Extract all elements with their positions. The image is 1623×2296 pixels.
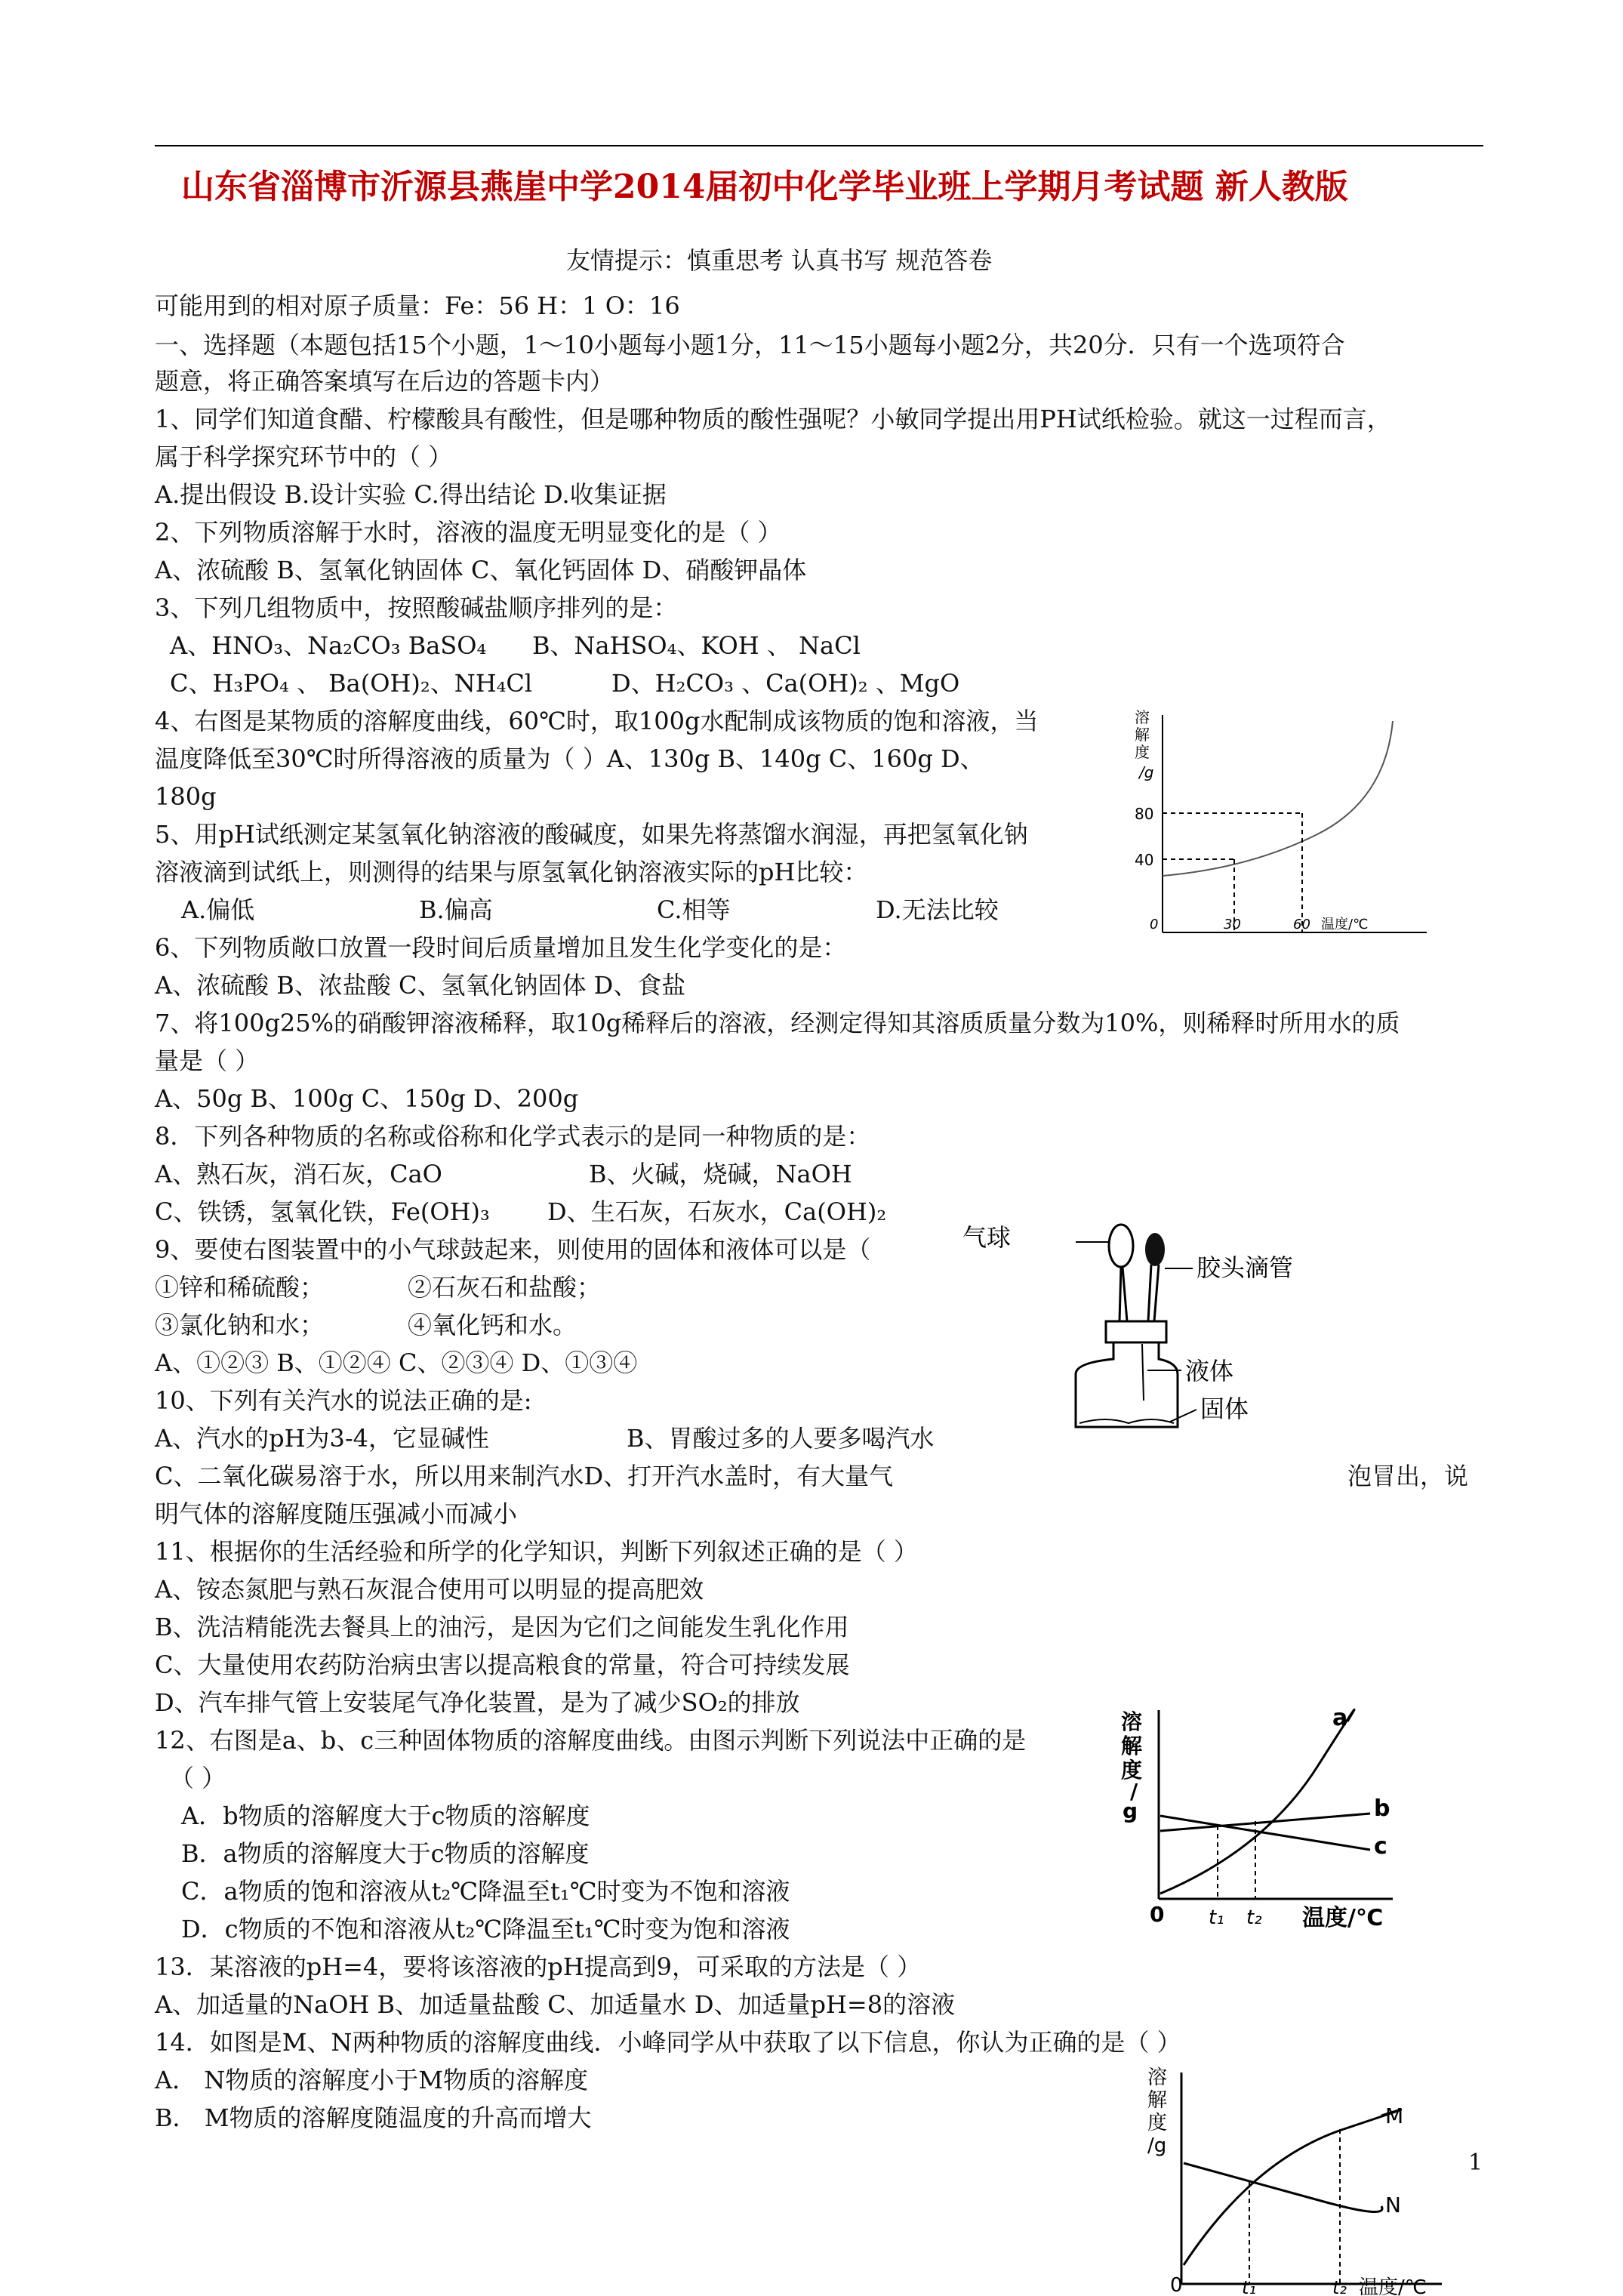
q10-option-c: C、二氧化碳易溶于水，所以用来制汽水D、打开汽水盖时，有大量气 bbox=[155, 1462, 894, 1490]
q4-stem-end: 180g bbox=[155, 782, 217, 811]
fig2-balloon-tube bbox=[1119, 1267, 1127, 1321]
q5-stem-cont: 溶液滴到试纸上，则测得的结果与原氢氧化钠溶液实际的pH比较： bbox=[155, 858, 868, 886]
q1-stem-cont: 属于科学探究环节中的（ ） bbox=[155, 442, 453, 471]
fig3-curve-a bbox=[1160, 1709, 1354, 1894]
fig3-origin: 0 bbox=[1150, 1902, 1165, 1927]
fig1-ylabel-4: /g bbox=[1139, 763, 1154, 781]
fig2-liquid-label: 液体 bbox=[1185, 1357, 1234, 1385]
q12-option-b: B．a物质的溶解度大于c物质的溶解度 bbox=[181, 1839, 590, 1868]
q4-solubility-figure bbox=[1129, 706, 1431, 944]
q8-stem: 8．下列各种物质的名称或俗称和化学式表示的是同一种物质的是： bbox=[155, 1122, 871, 1151]
fig1-curve bbox=[1163, 721, 1393, 876]
fig2-solid-pointer bbox=[1170, 1410, 1196, 1422]
top-rule bbox=[155, 145, 1483, 146]
q5-option-b: B.偏高 bbox=[419, 895, 493, 924]
fig2-solid bbox=[1079, 1419, 1174, 1423]
fig2-dropper-label: 胶头滴管 bbox=[1196, 1253, 1294, 1282]
q12-option-d: D．c物质的不饱和溶液从t₂℃降温至t₁℃时变为饱和溶液 bbox=[181, 1915, 790, 1943]
q14-stem: 14．如图是M、N两种物质的溶解度曲线．小峰同学从中获取了以下信息，你认为正确的是（ ） bbox=[155, 2028, 1181, 2057]
q7-options: A、50g B、100g C、150g D、200g bbox=[155, 1084, 579, 1113]
fig1-ylabel-1: 溶 bbox=[1135, 708, 1150, 726]
q3-option-c: C、H₃PO₄ 、 Ba(OH)₂、NH₄Cl bbox=[170, 669, 533, 698]
q8-option-d: D、生石灰，石灰水，Ca(OH)₂ bbox=[547, 1197, 887, 1226]
fig2-dropper-bulb bbox=[1145, 1233, 1165, 1266]
fig2-balloon bbox=[1109, 1225, 1133, 1267]
fig2-inner-tube bbox=[1142, 1344, 1144, 1401]
q7-stem-cont: 量是（ ） bbox=[155, 1046, 260, 1075]
atomic-mass: 可能用到的相对原子质量：Fe：56 H：1 O：16 bbox=[155, 291, 680, 320]
fig3-ylabel-2: 解 bbox=[1121, 1734, 1143, 1758]
fig2-balloon-label: 气球 bbox=[962, 1223, 1012, 1252]
fig4-ylabel-4: /g bbox=[1147, 2134, 1167, 2157]
fig1-ylabel-3: 度 bbox=[1135, 743, 1150, 761]
fig1-ylabel-2: 解 bbox=[1135, 726, 1150, 744]
subtitle: 友情提示：慎重思考 认真书写 规范答卷 bbox=[566, 246, 993, 275]
q9-options: A、①②③ B、①②④ C、②③④ D、①③④ bbox=[155, 1348, 638, 1377]
fig3-t2: t₂ bbox=[1246, 1906, 1262, 1929]
q5-option-d: D.无法比较 bbox=[876, 895, 999, 924]
q4-stem-cont: 温度降低至30℃时所得溶液的质量为（ ）A、130g B、140g C、160g D、 bbox=[155, 744, 984, 773]
fig4-xlabel: 温度/℃ bbox=[1359, 2276, 1427, 2296]
q1-stem: 1、同学们知道食醋、柠檬酸具有酸性，但是哪种物质的酸性强呢？小敏同学提出用PH试纸检验。就这一过程而言， bbox=[155, 405, 1391, 433]
q3-option-d: D、H₂CO₃ 、Ca(OH)₂ 、MgO bbox=[611, 669, 960, 698]
q5-option-c: C.相等 bbox=[657, 895, 731, 924]
q8-option-a: A、熟石灰，消石灰，CaO bbox=[155, 1160, 442, 1188]
q7-stem: 7、将100g25%的硝酸钾溶液稀释，取10g稀释后的溶液，经测定得知其溶质质量分数为10%，则稀释时所用水的质 bbox=[155, 1009, 1400, 1037]
q13-stem: 13．某溶液的pH=4，要将该溶液的pH提高到9，可采取的方法是（ ） bbox=[155, 1952, 922, 1981]
fig3-ylabel-1: 溶 bbox=[1121, 1709, 1143, 1734]
q11-stem: 11、根据你的生活经验和所学的化学知识，判断下列叙述正确的是（ ） bbox=[155, 1537, 918, 1566]
fig4-curve-m bbox=[1184, 2110, 1401, 2265]
q14-solubility-figure bbox=[1140, 2061, 1457, 2296]
q3-option-b: B、NaHSO₄、KOH 、 NaCl bbox=[532, 631, 861, 660]
q3-stem: 3、下列几组物质中，按照酸碱盐顺序排列的是： bbox=[155, 593, 678, 622]
fig3-curve-c bbox=[1160, 1816, 1370, 1850]
fig1-xlabel: 温度/℃ bbox=[1321, 917, 1369, 932]
q6-options: A、浓硫酸 B、浓盐酸 C、氢氧化钠固体 D、食盐 bbox=[155, 971, 686, 1000]
fig4-origin: 0 bbox=[1170, 2274, 1183, 2296]
q11-option-b: B、洗洁精能洗去餐具上的油污，是因为它们之间能发生乳化作用 bbox=[155, 1613, 849, 1641]
fig3-label-c: c bbox=[1374, 1833, 1387, 1860]
fig3-label-a: a bbox=[1332, 1705, 1348, 1731]
fig2-flask bbox=[1076, 1342, 1178, 1427]
fig3-label-b: b bbox=[1374, 1795, 1390, 1822]
q10-option-a: A、汽水的pH为3-4，它显碱性 bbox=[155, 1424, 490, 1453]
fig4-ylabel-3: 度 bbox=[1147, 2112, 1168, 2134]
q1-options: A.提出假设 B.设计实验 C.得出结论 D.收集证据 bbox=[155, 480, 667, 509]
q3-option-a: A、HNO₃、Na₂CO₃ BaSO₄ bbox=[170, 631, 487, 660]
fig1-origin: 0 bbox=[1150, 917, 1159, 932]
fig2-stopper bbox=[1106, 1321, 1166, 1342]
fig1-x30: 30 bbox=[1224, 917, 1241, 932]
q11-option-c: C、大量使用农药防治病虫害以提高粮食的常量，符合可持续发展 bbox=[155, 1650, 850, 1679]
q2-options: A、浓硫酸 B、氢氧化钠固体 C、氧化钙固体 D、硝酸钾晶体 bbox=[155, 556, 807, 584]
q12-option-c: C．a物质的饱和溶液从t₂℃降温至t₁℃时变为不饱和溶液 bbox=[181, 1877, 790, 1906]
q9-choice-2: ②石灰石和盐酸； bbox=[408, 1273, 602, 1302]
q10-option-b: B、胃酸过多的人要多喝汽水 bbox=[627, 1424, 935, 1453]
q2-stem: 2、下列物质溶解于水时，溶液的温度无明显变化的是（ ） bbox=[155, 518, 782, 547]
fig2-dropper-tube bbox=[1148, 1265, 1159, 1321]
q5-stem: 5、用pH试纸测定某氢氧化钠溶液的酸碱度，如果先将蒸馏水润湿，再把氢氧化钠 bbox=[155, 820, 1028, 849]
q10-option-d-part: 泡冒出，说 bbox=[1347, 1462, 1469, 1490]
q12-solubility-figure bbox=[1113, 1699, 1415, 1933]
fig3-ylabel-5: g bbox=[1123, 1798, 1138, 1823]
q9-choice-4: ④氧化钙和水。 bbox=[408, 1311, 577, 1339]
q9-choice-3: ③氯化钠和水； bbox=[155, 1311, 325, 1339]
page-title: 山东省淄博市沂源县燕崖中学2014届初中化学毕业班上学期月考试题 新人教版 bbox=[181, 168, 1348, 206]
q6-stem: 6、下列物质敞口放置一段时间后质量增加且发生化学变化的是： bbox=[155, 933, 847, 962]
q9-stem: 9、要使右图装置中的小气球鼓起来，则使用的固体和液体可以是（ bbox=[155, 1235, 871, 1264]
fig3-t1: t₁ bbox=[1209, 1906, 1224, 1929]
q14-option-a: A． N物质的溶解度小于M物质的溶解度 bbox=[155, 2066, 589, 2094]
q12-stem: 12、右图是a、b、c三种固体物质的溶解度曲线。由图示判断下列说法中正确的是 bbox=[155, 1726, 1027, 1755]
page-number: 1 bbox=[1468, 2150, 1483, 2176]
fig3-ylabel-4: / bbox=[1130, 1779, 1138, 1804]
fig4-t2: t₂ bbox=[1332, 2277, 1347, 2296]
q9-apparatus-figure bbox=[925, 1212, 1294, 1438]
q4-stem: 4、右图是某物质的溶解度曲线，60℃时，取100g水配制成该物质的饱和溶液，当 bbox=[155, 707, 1039, 735]
fig4-label-n: N bbox=[1385, 2193, 1401, 2217]
q10-stem: 10、下列有关汽水的说法正确的是: bbox=[155, 1386, 532, 1415]
q12-option-a: A．b物质的溶解度大于c物质的溶解度 bbox=[181, 1801, 590, 1830]
fig4-t1: t₁ bbox=[1242, 2277, 1257, 2296]
fig2-solid-label: 固体 bbox=[1200, 1395, 1249, 1423]
q14-option-b: B． M物质的溶解度随温度的升高而增大 bbox=[155, 2103, 592, 2132]
section-heading-cont: 题意，将正确答案填写在后边的答题卡内） bbox=[155, 367, 614, 396]
fig4-curve-n bbox=[1184, 2163, 1382, 2212]
fig1-y80: 80 bbox=[1135, 805, 1154, 823]
q8-option-c: C、铁锈，氢氧化铁，Fe(OH)₃ bbox=[155, 1197, 490, 1226]
q10-option-d-cont: 明气体的溶解度随压强减小而减小 bbox=[155, 1499, 518, 1528]
q13-options: A、加适量的NaOH B、加适量盐酸 C、加适量水 D、加适量pH=8的溶液 bbox=[155, 1990, 956, 2019]
fig1-y40: 40 bbox=[1135, 851, 1154, 869]
fig3-xlabel: 温度/℃ bbox=[1302, 1905, 1384, 1931]
q11-option-a: A、铵态氮肥与熟石灰混合使用可以明显的提高肥效 bbox=[155, 1575, 704, 1604]
q9-choice-1: ①锌和稀硫酸； bbox=[155, 1273, 325, 1302]
q8-option-b: B、火碱，烧碱，NaOH bbox=[589, 1160, 852, 1188]
q11-option-d: D、汽车排气管上安装尾气净化装置，是为了减少SO₂的排放 bbox=[155, 1688, 800, 1717]
fig3-ylabel-3: 度 bbox=[1121, 1758, 1143, 1783]
section-heading: 一、选择题（本题包括15个小题，1～10小题每小题1分，11～15小题每小题2分，共20分．只有一个选项符合 bbox=[155, 331, 1345, 359]
q5-option-a: A.偏低 bbox=[181, 895, 255, 924]
fig4-ylabel-1: 溶 bbox=[1147, 2066, 1168, 2089]
q12-paren: （ ） bbox=[170, 1764, 226, 1792]
fig4-ylabel-2: 解 bbox=[1147, 2089, 1168, 2112]
fig1-x60: 60 bbox=[1293, 917, 1310, 932]
fig4-label-m: M bbox=[1385, 2103, 1404, 2128]
